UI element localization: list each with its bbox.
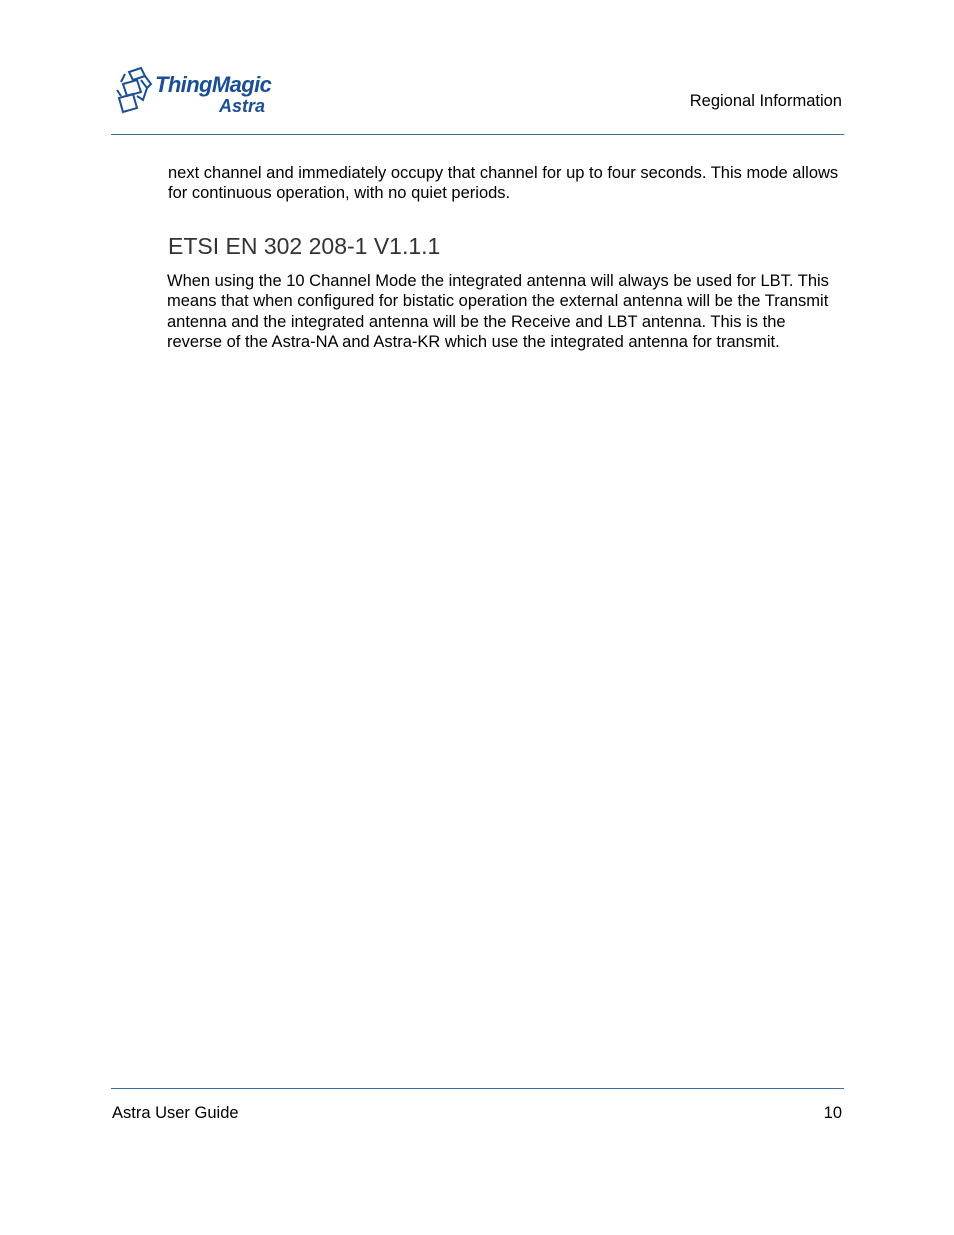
- header-section-title: Regional Information: [689, 92, 842, 110]
- intro-paragraph: next channel and immediately occupy that channel for up to four seconds. This mode allows for continuous operation, with no quiet periods.: [168, 164, 839, 203]
- footer-document-title: Astra User Guide: [112, 1104, 239, 1122]
- section-paragraph: When using the 10 Channel Mode the integrated antenna will always be used for LBT. This means that when configured for bistatic operation the external antenna will be the Transmit antenna and the integrated antenna will be the Receive and LBT antenna. This is the reverse of the Astra-NA and Astra-KR which use the integrated antenna for transmit.: [167, 272, 829, 351]
- header-divider: [111, 134, 844, 135]
- footer-page-number: 10: [823, 1104, 842, 1122]
- footer-divider: [111, 1088, 844, 1089]
- logo-brand-text: ThingMagic: [155, 72, 272, 97]
- thingmagic-logo-icon: [115, 66, 275, 116]
- thingmagic-astra-logo: [115, 66, 275, 116]
- section-heading: ETSI EN 302 208-1 V1.1.1: [168, 233, 441, 259]
- logo-product-text: Astra: [219, 96, 266, 116]
